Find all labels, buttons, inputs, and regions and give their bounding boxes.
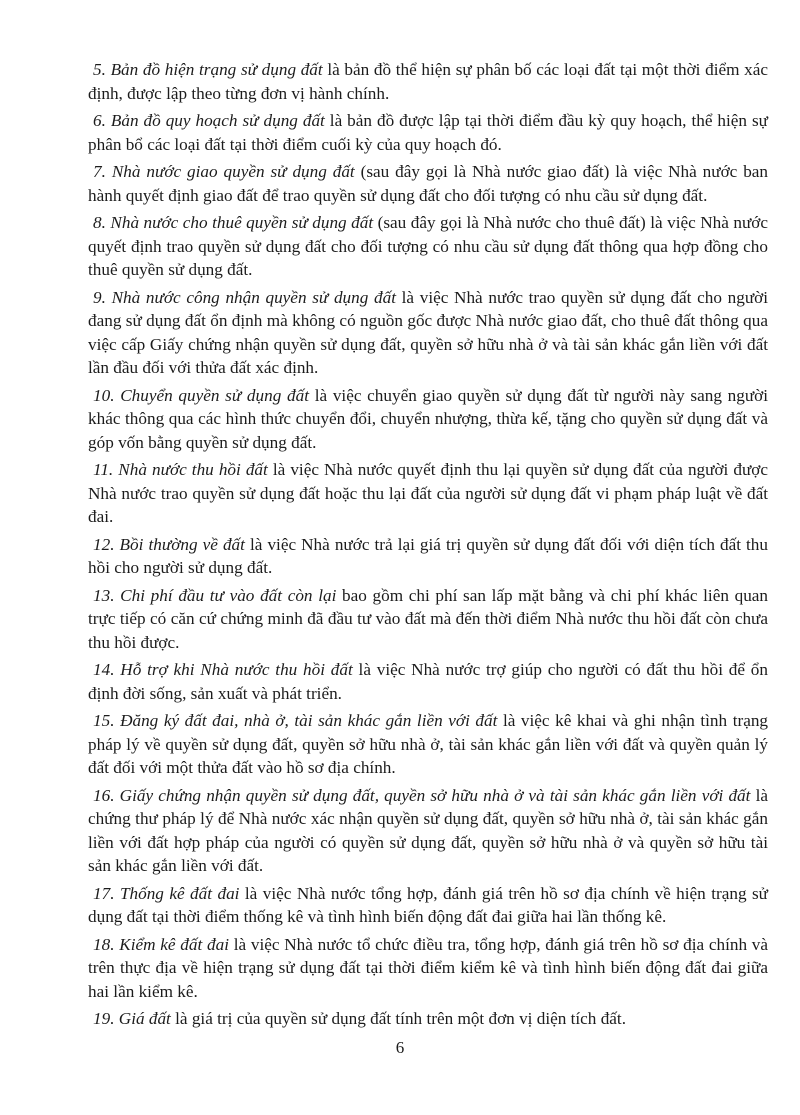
definition-term: Nhà nước thu hồi đất [118, 460, 268, 479]
document-body [88, 58, 768, 1035]
definition-term: Giá đất [118, 1009, 171, 1028]
definition-term: Đăng ký đất đai, nhà ở, tài sản khác gắn liền với đất [120, 711, 498, 730]
definition-paragraph [88, 1007, 768, 1031]
definition-paragraph [88, 286, 768, 380]
definition-paragraph [88, 933, 768, 1004]
definition-number: 8. [93, 213, 106, 232]
definition-paragraph [88, 58, 768, 105]
definition-number: 12. [93, 534, 115, 554]
definition-text: là việc Nhà nước trả lại giá trị quyền sử dụng đất đối với diện tích đất thu hồi cho người sử dụng đất. [88, 534, 768, 577]
definition-paragraph [88, 533, 768, 580]
definition-number: 7. [93, 162, 106, 181]
definition-number: 14. [93, 660, 115, 679]
definition-paragraph [88, 882, 768, 929]
definition-term: Chuyển quyền sử dụng đất [120, 385, 309, 405]
definition-text: là việc Nhà nước tổ chức điều tra, tổng hợp, đánh giá trên hồ sơ địa chính và trên thực địa về hiện trạng sử dụng đất tại thời điểm kiểm kê và tình hình biến động đất đai giữa hai lần kiểm kê. [88, 934, 769, 1001]
definition-text: là chứng thư pháp lý để Nhà nước xác nhận quyền sử dụng đất, quyền sở hữu nhà ở, tài sản khác gắn liền với đất hợp pháp của người có quyền sử dụng đất, quyền sở hữu nhà ở và quyền sở hữu tài sản khác gắn liền với đất. [88, 785, 768, 875]
definition-number: 15. [93, 711, 115, 730]
definition-text: là việc Nhà nước trợ giúp cho người có đất thu hồi để ổn định đời sống, sản xuất và phát triển. [88, 660, 768, 703]
definition-number: 5. [93, 60, 106, 79]
definition-number: 16. [93, 785, 115, 805]
definition-text: (sau đây gọi là Nhà nước giao đất) là việc Nhà nước ban hành quyết định giao đất để trao quyền sử dụng đất cho đối tượng có nhu cầu sử dụng đất. [88, 162, 769, 205]
definition-text: là bản đồ thể hiện sự phân bố các loại đất tại một thời điểm xác định, được lập theo từng đơn vị hành chính. [88, 60, 768, 103]
definition-term: Bản đồ quy hoạch sử dụng đất [110, 111, 325, 130]
definition-term: Thống kê đất đai [119, 883, 240, 903]
definition-paragraph [88, 384, 768, 455]
definition-term: Nhà nước công nhận quyền sử dụng đất [111, 287, 396, 307]
page-number: 6 [395, 1038, 405, 1057]
definition-term: Chi phí đầu tư vào đất còn lại [120, 585, 337, 605]
definition-paragraph [88, 160, 768, 207]
definition-number: 6. [93, 111, 106, 130]
definition-paragraph [88, 784, 768, 878]
definition-text: là việc chuyển giao quyền sử dụng đất từ người này sang người khác thông qua các hình thức chuyển đổi, chuyển nhượng, thừa kế, tặng cho quyền sử dụng đất và góp vốn bằng quyền sử dụng đất. [88, 385, 769, 452]
definition-term: Bồi thường về đất [119, 534, 245, 554]
definition-paragraph [88, 584, 768, 655]
definition-term: Nhà nước cho thuê quyền sử dụng đất [110, 213, 374, 232]
definition-paragraph [88, 709, 768, 780]
definition-paragraph [88, 658, 768, 705]
definition-text: là giá trị của quyền sử dụng đất tính trên một đơn vị diện tích đất. [170, 1009, 626, 1028]
definition-number: 17. [93, 883, 115, 903]
definition-number: 10. [93, 385, 115, 405]
definition-term: Kiểm kê đất đai [119, 934, 229, 954]
definition-paragraph [88, 458, 768, 529]
definition-text: là việc Nhà nước quyết định thu lại quyền sử dụng đất của người được Nhà nước trao quyền sử dụng đất hoặc thu lại đất của người sử dụng đất vi phạm pháp luật về đất đai. [88, 460, 769, 526]
definition-term: Hỗ trợ khi Nhà nước thu hồi đất [120, 660, 353, 679]
definition-number: 11. [93, 460, 114, 479]
definition-text: là việc Nhà nước trao quyền sử dụng đất cho người đang sử dụng đất ổn định mà không có nguồn gốc được Nhà nước giao đất, cho thuê đất thông qua việc cấp Giấy chứng nhận quyền sử dụng đất, quyền sở hữu nhà ở và tài sản khác gắn liền với đất lần đầu đối với thửa đất xác định. [88, 287, 768, 377]
definition-text: là bản đồ được lập tại thời điểm đầu kỳ quy hoạch, thể hiện sự phân bổ các loại đất tại thời điểm cuối kỳ của quy hoạch đó. [88, 111, 768, 154]
definition-number: 19. [93, 1009, 115, 1028]
definition-term: Giấy chứng nhận quyền sử dụng đất, quyền sở hữu nhà ở và tài sản khác gắn liền với đất [119, 785, 751, 805]
definition-number: 18. [93, 934, 115, 954]
definition-term: Bản đồ hiện trạng sử dụng đất [110, 60, 323, 79]
definition-text: bao gồm chi phí san lấp mặt bằng và chi phí khác liên quan trực tiếp có căn cứ chứng minh đã đầu tư vào đất mà đến thời điểm Nhà nước thu hồi đất còn chưa thu hồi được. [88, 585, 769, 652]
definition-paragraph [88, 109, 768, 156]
definition-number: 9. [93, 287, 106, 307]
definition-term: Nhà nước giao quyền sử dụng đất [111, 162, 355, 181]
definition-paragraph [88, 211, 768, 282]
definition-text: là việc Nhà nước tổng hợp, đánh giá trên hồ sơ địa chính về hiện trạng sử dụng đất tại thời điểm thống kê và tình hình biến động đất đai giữa hai lần thống kê. [88, 883, 768, 926]
definition-text: (sau đây gọi là Nhà nước cho thuê đất) là việc Nhà nước quyết định trao quyền sử dụng đất cho đối tượng có nhu cầu sử dụng đất thông qua hợp đồng cho thuê quyền sử dụng đất. [88, 213, 769, 279]
definition-text: là việc kê khai và ghi nhận tình trạng pháp lý về quyền sử dụng đất, quyền sở hữu nhà ở, tài sản khác gắn liền với đất và quyền quản lý đất đối với một thửa đất vào hồ sơ địa chính. [88, 711, 769, 777]
definition-number: 13. [93, 585, 115, 605]
